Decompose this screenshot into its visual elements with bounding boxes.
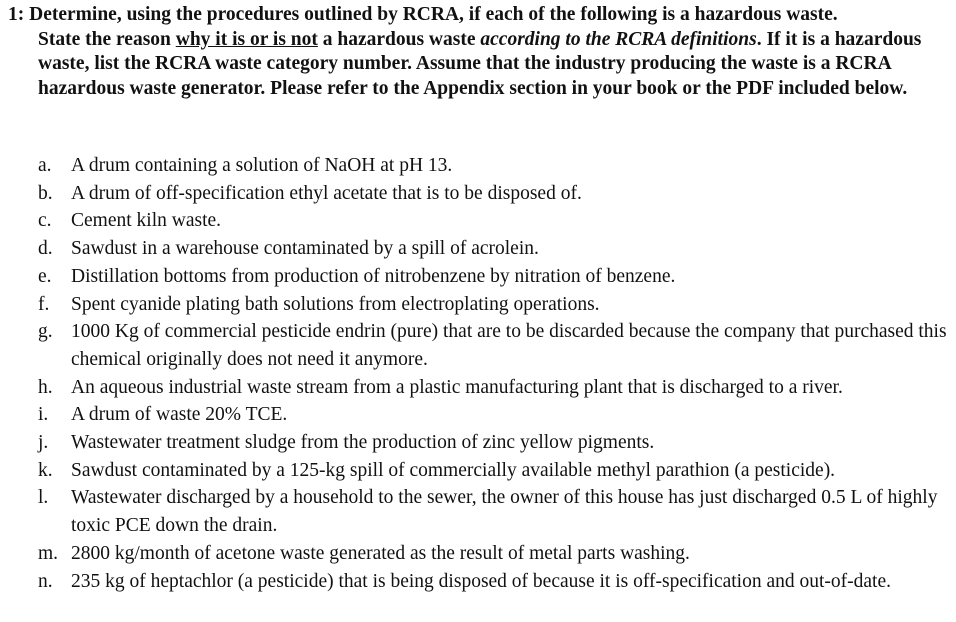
list-item: [0, 429, 956, 457]
list-item: [0, 291, 956, 319]
item-text: Wastewater discharged by a household to the sewer, the owner of this house has just discharged 0.5 L of highly toxic PCE down the drain.: [71, 487, 938, 537]
list-item: [0, 374, 956, 402]
item-text: Spent cyanide plating bath solutions from electroplating operations.: [71, 293, 600, 315]
item-label: l.: [38, 487, 49, 509]
item-text: Sawdust in a warehouse contaminated by a spill of acrolein.: [71, 238, 539, 260]
item-label: b.: [38, 182, 53, 204]
list-item: [0, 401, 956, 429]
item-text: An aqueous industrial waste stream from a plastic manufacturing plant that is discharged to a river.: [71, 376, 843, 398]
item-label: j.: [38, 432, 49, 454]
item-label: h.: [38, 376, 53, 398]
question-number: 1:: [8, 4, 25, 25]
question-line-1: Determine, using the procedures outlined by RCRA, if each of the following is a hazardous waste.: [29, 4, 838, 25]
question-italic-text: according to the RCRA definitions: [480, 28, 757, 50]
list-item: [0, 152, 956, 180]
question-text-3: a hazardous waste: [317, 28, 481, 50]
item-label: n.: [38, 570, 53, 592]
list-item: [0, 207, 956, 235]
item-label: i.: [38, 404, 49, 426]
list-item: [0, 540, 956, 568]
question-text-2: State the reason: [38, 28, 176, 50]
item-text: Wastewater treatment sludge from the production of zinc yellow pigments.: [71, 432, 655, 454]
question-text-4: . If it is a hazardous waste, list the RCRA waste category number. Assume that the industry producing the waste is a RCRA hazardous waste generator. Please refer to the Appendix section in your book or the PDF included below.: [38, 28, 922, 99]
list-item: [0, 263, 956, 291]
item-label: f.: [38, 293, 50, 315]
list-item: [0, 235, 956, 263]
item-label: m.: [38, 542, 59, 564]
item-label: e.: [38, 265, 52, 287]
item-text: A drum containing a solution of NaOH at pH 13.: [71, 155, 453, 176]
list-item: [0, 568, 956, 596]
item-text: Cement kiln waste.: [71, 210, 222, 232]
item-text: A drum of off-specification ethyl acetate that is to be disposed of.: [71, 182, 582, 204]
item-label: c.: [38, 210, 52, 232]
item-label: d.: [38, 238, 53, 260]
item-text: 235 kg of heptachlor (a pesticide) that is being disposed of because it is off-specification and out-of-date.: [71, 570, 892, 592]
question-body: [8, 28, 952, 102]
item-text: Distillation bottoms from production of nitrobenzene by nitration of benzene.: [71, 265, 676, 287]
waste-item-list: [0, 152, 956, 595]
item-text: Sawdust contaminated by a 125-kg spill of commercially available methyl parathion (a pesticide).: [71, 459, 836, 481]
item-label: g.: [38, 321, 53, 343]
item-text: A drum of waste 20% TCE.: [71, 404, 288, 426]
question-underlined-text: why it is or is not: [175, 28, 318, 50]
list-item: [0, 484, 956, 539]
list-item: [0, 318, 956, 373]
item-label: a.: [38, 155, 52, 176]
item-text: 2800 kg/month of acetone waste generated as the result of metal parts washing.: [71, 542, 690, 564]
item-text: 1000 Kg of commercial pesticide endrin (pure) that are to be discarded because the company that purchased this chemical originally does not need it anymore.: [71, 321, 947, 370]
list-item: [0, 457, 956, 485]
item-label: k.: [38, 459, 53, 481]
list-item: [0, 180, 956, 208]
question-prompt: [8, 3, 952, 101]
